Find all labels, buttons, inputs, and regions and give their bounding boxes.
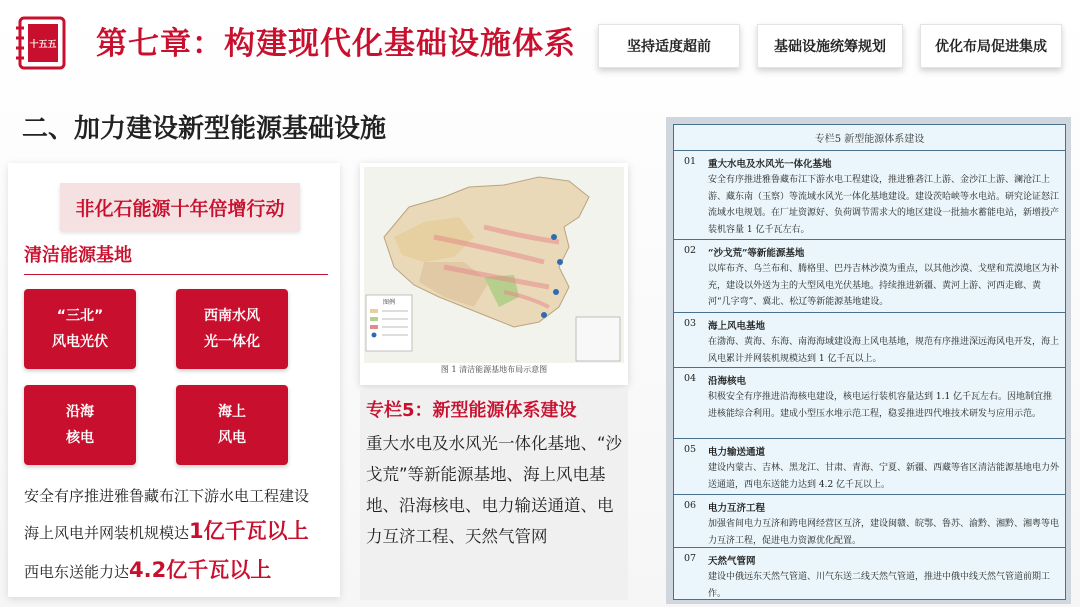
tag-overall-planning: 基础设施统筹规划 bbox=[757, 24, 903, 68]
item-title: 重大水电及水风光一体化基地 bbox=[708, 159, 832, 170]
item-body: 建设中俄远东天然气管道、川气东送二线天然气管道，推进中俄中线天然气管道前期工作。 bbox=[708, 572, 1051, 599]
column5-panel bbox=[666, 117, 1071, 604]
offshore-wind-text bbox=[24, 515, 309, 545]
item-number: 06 bbox=[684, 500, 697, 511]
column5-item bbox=[674, 151, 1065, 240]
item-body: 在渤海、黄海、东海、南海海域建设海上风电基地，规范有序推进深远海风电开发，海上风电累计并网装机规模达到 1 亿千瓦以上。 bbox=[708, 337, 1060, 364]
item-title: “沙戈荒”等新能源基地 bbox=[708, 248, 805, 259]
offshore-wind-highlight: 1亿千瓦以上 bbox=[189, 519, 309, 543]
column5-item bbox=[674, 313, 1065, 368]
tile-southwest-hydro bbox=[176, 289, 288, 369]
book-logo-icon bbox=[14, 14, 72, 72]
tile-line: 西南水风 bbox=[204, 308, 260, 324]
tile-offshore-wind bbox=[176, 385, 288, 465]
item-body: 安全有序推进雅鲁藏布江下游水电工程建设，推进雅砻江上游、金沙江上游、澜沧江上游、藏东南（玉察）等流域水风光一体化基地建设。建设茨哈峡等水电站。研究论证怒江流域水电规划。在厂址资源好、负荷调节需求大的地区建设一批抽水蓄能电站，新增投产装机容量 1 亿千瓦左右。 bbox=[708, 175, 1060, 235]
west-east-text bbox=[24, 554, 271, 584]
offshore-wind-marker bbox=[557, 259, 563, 265]
tile-line: 风电 bbox=[218, 430, 246, 446]
item-number: 02 bbox=[684, 245, 697, 256]
offshore-wind-marker bbox=[553, 289, 559, 295]
tag-appropriately-ahead: 坚持适度超前 bbox=[598, 24, 740, 68]
hydro-project-text: 安全有序推进雅鲁藏布江下游水电工程建设 bbox=[24, 487, 310, 505]
column5-header: 专栏5 新型能源体系建设 bbox=[674, 125, 1065, 151]
column5-table bbox=[673, 124, 1066, 600]
item-title: 海上风电基地 bbox=[708, 321, 766, 332]
column-summary-title: 专栏5：新型能源体系建设 bbox=[366, 400, 577, 421]
legend-title: 图例 bbox=[382, 299, 396, 306]
tile-coastal-nuclear bbox=[24, 385, 136, 465]
column5-item bbox=[674, 548, 1065, 598]
item-number: 05 bbox=[684, 444, 697, 455]
column-summary bbox=[360, 390, 628, 600]
item-body: 以库布齐、乌兰布和、腾格里、巴丹吉林沙漠为重点，以其他沙漠、戈壁和荒漠地区为补充，建设以外送为主的大型风电光伏基地。持续推进新疆、黄河上游、河西走廊、黄河“几字弯”、冀北、松辽等新能源基地建设。 bbox=[708, 264, 1060, 307]
offshore-wind-marker bbox=[551, 234, 557, 240]
column5-item bbox=[674, 495, 1065, 548]
tile-three-north bbox=[24, 289, 136, 369]
west-east-highlight: 4.2亿千瓦以上 bbox=[129, 558, 272, 582]
column-summary-body: 重大水电及水风光一体化基地、“沙戈荒”等新能源基地、海上风电基地、沿海核电、电力输送通道、电力互济工程、天然气管网 bbox=[366, 434, 623, 546]
item-title: 天然气管网 bbox=[708, 556, 756, 567]
chapter-title: 第七章：构建现代化基础设施体系 bbox=[96, 26, 576, 62]
south-sea-inset bbox=[576, 317, 620, 361]
section-title: 二、加力建设新型能源基础设施 bbox=[22, 114, 387, 144]
clean-energy-subhead: 清洁能源基地 bbox=[24, 245, 132, 266]
tag-optimize-layout: 优化布局促进集成 bbox=[920, 24, 1062, 68]
item-title: 电力互济工程 bbox=[708, 503, 766, 514]
item-body: 建设内蒙古、吉林、黑龙江、甘肃、青海、宁夏、新疆、西藏等省区清洁能源基地电力外送通道，西电东送能力达到 4.2 亿千瓦以上。 bbox=[708, 463, 1060, 490]
tile-line: “三北” bbox=[56, 308, 104, 324]
map-caption: 图 1 清洁能源基地布局示意图 bbox=[440, 365, 548, 374]
tile-line: 海上 bbox=[218, 404, 246, 420]
item-number: 01 bbox=[684, 156, 697, 167]
tile-line: 光一体化 bbox=[204, 334, 260, 350]
logo-text: 十五五 bbox=[29, 40, 57, 50]
west-east-prefix: 西电东送能力达 bbox=[24, 563, 130, 581]
column5-item bbox=[674, 240, 1065, 313]
item-number: 07 bbox=[684, 553, 697, 564]
item-number: 04 bbox=[684, 373, 697, 384]
china-energy-map bbox=[364, 167, 624, 363]
offshore-wind-prefix: 海上风电并网装机规模达 bbox=[24, 524, 190, 542]
column5-item bbox=[674, 439, 1065, 495]
offshore-wind-marker bbox=[541, 312, 547, 318]
tile-line: 核电 bbox=[66, 430, 94, 446]
card-banner: 非化石能源十年倍增行动 bbox=[60, 183, 300, 231]
item-body: 加强省间电力互济和跨电网经营区互济，建设闽赣、皖鄂、鲁苏、渝黔、湘黔、湘粤等电力互济工程，促进电力资源优化配置。 bbox=[708, 519, 1060, 546]
column5-item bbox=[674, 368, 1065, 439]
item-title: 电力输送通道 bbox=[708, 447, 766, 458]
item-number: 03 bbox=[684, 318, 697, 329]
item-body: 积极安全有序推进沿海核电建设，核电运行装机容量达到 1.1 亿千瓦左右。因地制宜推进核能综合利用。建成小型压水堆示范工程，稳妥推进四代堆技术研发与应用示范。 bbox=[708, 392, 1053, 419]
item-title: 沿海核电 bbox=[708, 376, 747, 387]
divider bbox=[24, 274, 328, 275]
energy-map-card bbox=[360, 163, 628, 385]
clean-energy-card bbox=[8, 163, 340, 597]
tile-line: 沿海 bbox=[66, 404, 94, 420]
tile-line: 风电光伏 bbox=[52, 334, 108, 350]
